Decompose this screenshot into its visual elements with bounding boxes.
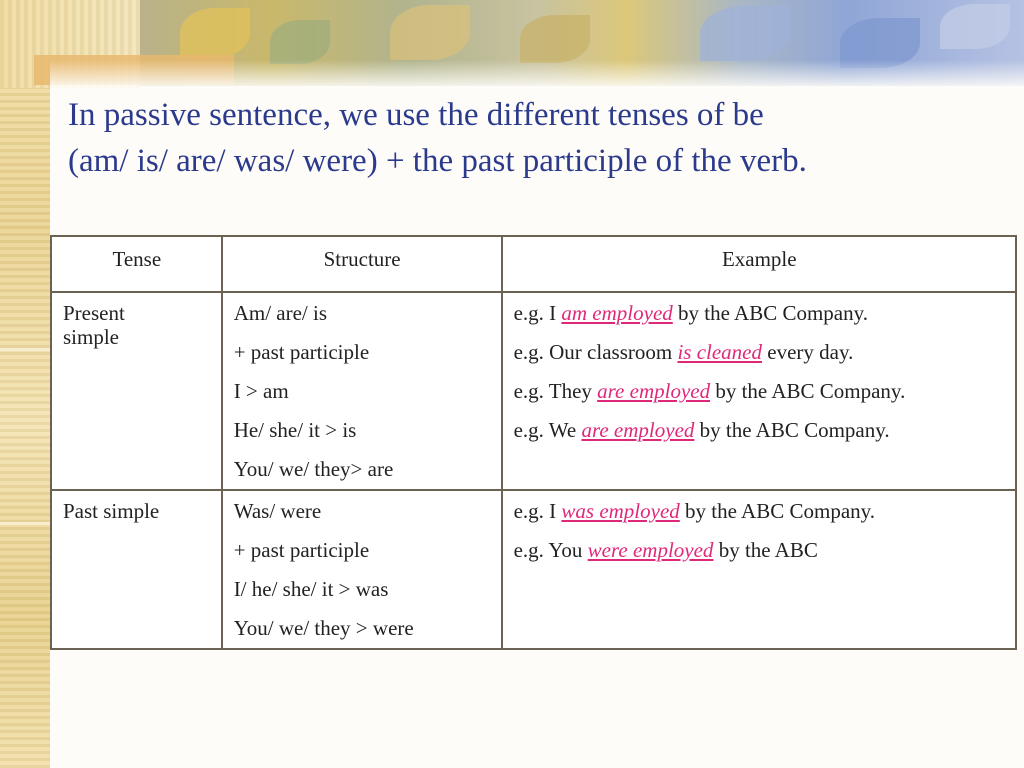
tense-cell xyxy=(51,490,222,649)
structure-cell xyxy=(222,292,502,490)
header-tense: Tense xyxy=(51,236,222,292)
example-text: by the ABC xyxy=(713,538,818,562)
structure-line: Was/ were xyxy=(233,499,322,523)
structure-line: + past participle xyxy=(233,340,370,364)
example-text: by the ABC Company. xyxy=(710,379,906,403)
example-cell xyxy=(502,490,1016,649)
header-structure: Structure xyxy=(222,236,502,292)
example-text: e.g. Our classroom xyxy=(513,340,678,364)
header-example: Example xyxy=(502,236,1016,292)
passive-verb-highlight: were employed xyxy=(587,538,714,562)
tense-table xyxy=(50,235,1017,650)
structure-line: I/ he/ she/ it > was xyxy=(233,577,389,601)
passive-verb-highlight: are employed xyxy=(597,379,711,403)
tense-label: Past simple xyxy=(63,499,160,523)
border-mark xyxy=(0,522,50,525)
structure-line: Am/ are/ is xyxy=(233,301,327,325)
example-text: e.g. I xyxy=(513,301,562,325)
structure-line: You/ we/ they> are xyxy=(233,457,394,481)
structure-line: He/ she/ it > is xyxy=(233,418,357,442)
example-text: every day. xyxy=(762,340,854,364)
example-sentence xyxy=(514,301,1005,325)
example-cell xyxy=(502,292,1016,490)
example-text: e.g. We xyxy=(513,418,582,442)
leaf-shape xyxy=(700,6,790,61)
border-mark xyxy=(0,348,50,351)
example-sentence xyxy=(514,538,1005,562)
title-line-2: (am/ is/ are/ was/ were) + the past participle of the verb. xyxy=(68,143,807,179)
parchment-border xyxy=(0,0,50,768)
example-sentence xyxy=(514,379,914,403)
structure-cell xyxy=(222,490,502,649)
leaf-shape xyxy=(180,8,250,58)
tense-cell xyxy=(51,292,222,490)
example-text: by the ABC Company. xyxy=(679,499,876,523)
example-text: e.g. I xyxy=(513,499,562,523)
leaf-shape xyxy=(940,4,1010,49)
example-text: by the ABC Company. xyxy=(694,418,890,442)
structure-line: I > am xyxy=(233,379,289,403)
passive-verb-highlight: was employed xyxy=(561,499,680,523)
example-text: e.g. They xyxy=(513,379,598,403)
example-sentence xyxy=(514,340,1005,364)
tense-label: Present simple xyxy=(63,301,125,349)
example-sentence xyxy=(514,418,1005,442)
leaf-shape xyxy=(390,5,470,60)
passive-verb-highlight: am employed xyxy=(561,301,673,325)
title-line-1: In passive sentence, we use the different tenses of be xyxy=(68,97,764,133)
banner-fade xyxy=(50,60,1024,90)
example-sentence xyxy=(514,499,1005,523)
structure-line: You/ we/ they > were xyxy=(233,616,414,640)
leaf-shape xyxy=(520,15,590,63)
table-row-present-simple xyxy=(51,292,1016,490)
example-text: e.g. You xyxy=(513,538,588,562)
table-header-row xyxy=(51,236,1016,292)
structure-line: + past participle xyxy=(233,538,370,562)
passive-verb-highlight: is cleaned xyxy=(677,340,763,364)
slide-title xyxy=(68,92,1008,184)
example-text: by the ABC Company. xyxy=(672,301,869,325)
leaf-shape xyxy=(270,20,330,64)
passive-verb-highlight: are employed xyxy=(581,418,695,442)
table-row-past-simple xyxy=(51,490,1016,649)
